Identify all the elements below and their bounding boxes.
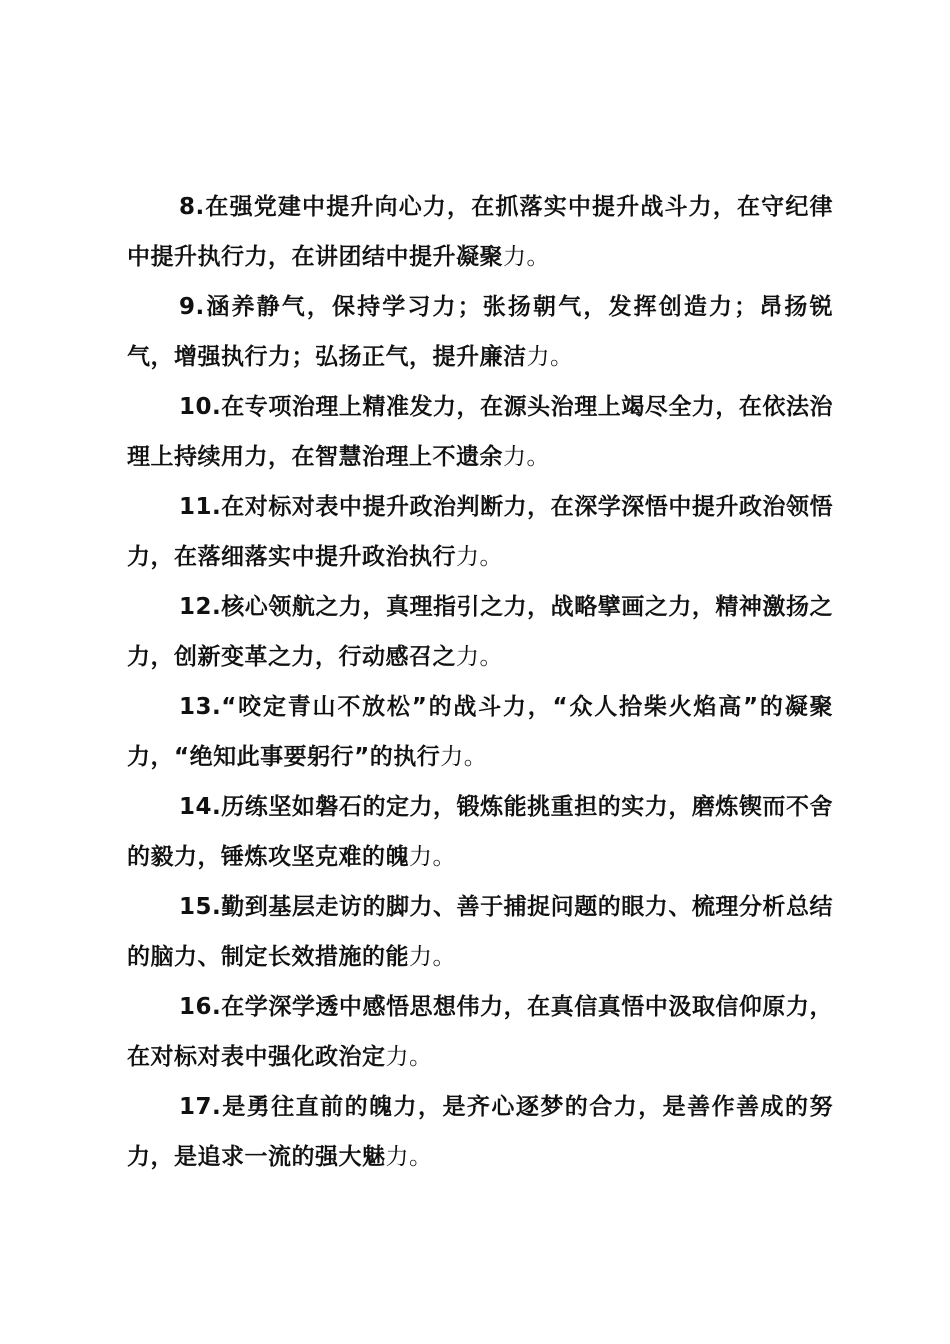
paragraph-10 (127, 383, 833, 482)
paragraph-8-text: 8.在强党建中提升向心力，在抓落实中提升战斗力，在守纪律中提升执行力，在讲团结中提升凝聚 (127, 194, 833, 270)
paragraph-17 (127, 1083, 833, 1182)
paragraph-8-tail: 力。 (503, 243, 550, 270)
paragraph-15-tail: 力。 (409, 943, 456, 970)
paragraph-11 (127, 483, 833, 582)
paragraph-13-tail: 力。 (440, 743, 488, 770)
paragraph-12-text: 12.核心领航之力，真理指引之力，战略擘画之力，精神激扬之力，创新变革之力，行动感召之 (127, 594, 833, 670)
paragraph-11-tail: 力。 (456, 543, 503, 570)
paragraph-8 (127, 183, 833, 282)
document-body (127, 183, 833, 1183)
paragraph-12 (127, 583, 833, 682)
paragraph-15 (127, 883, 833, 982)
paragraph-14-tail: 力。 (409, 843, 456, 870)
paragraph-11-text: 11.在对标对表中提升政治判断力，在深学深悟中提升政治领悟力，在落细落实中提升政治执行 (127, 494, 833, 570)
paragraph-10-tail: 力。 (503, 443, 550, 470)
paragraph-13 (127, 683, 833, 782)
paragraph-10-text: 10.在专项治理上精准发力，在源头治理上竭尽全力，在依法治理上持续用力，在智慧治理上不遗余 (127, 394, 833, 470)
paragraph-14-text: 14.历练坚如磐石的定力，锻炼能挑重担的实力，磨炼锲而不舍的毅力，锤炼攻坚克难的魄 (127, 794, 833, 870)
paragraph-9-tail: 力。 (526, 343, 574, 370)
paragraph-17-text: 17.是勇往直前的魄力，是齐心逐梦的合力，是善作善成的努力，是追求一流的强大魅 (127, 1094, 833, 1170)
paragraph-16-tail: 力。 (385, 1043, 433, 1070)
paragraph-9-text: 9.涵养静气，保持学习力；张扬朝气，发挥创造力；昂扬锐气，增强执行力；弘扬正气，提升廉洁 (127, 294, 833, 370)
paragraph-13-text: 13.“咬定青山不放松”的战斗力，“众人拾柴火焰高”的凝聚力，“绝知此事要躬行”的执行 (127, 694, 833, 770)
paragraph-15-text: 15.勤到基层走访的脚力、善于捕捉问题的眼力、梳理分析总结的脑力、制定长效措施的能 (127, 894, 833, 970)
paragraph-16 (127, 983, 833, 1082)
paragraph-14 (127, 783, 833, 882)
paragraph-9 (127, 283, 833, 382)
paragraph-12-tail: 力。 (456, 643, 503, 670)
paragraph-16-text: 16.在学深学透中感悟思想伟力，在真信真悟中汲取信仰原力，在对标对表中强化政治定 (127, 994, 833, 1070)
paragraph-17-tail: 力。 (385, 1143, 433, 1170)
